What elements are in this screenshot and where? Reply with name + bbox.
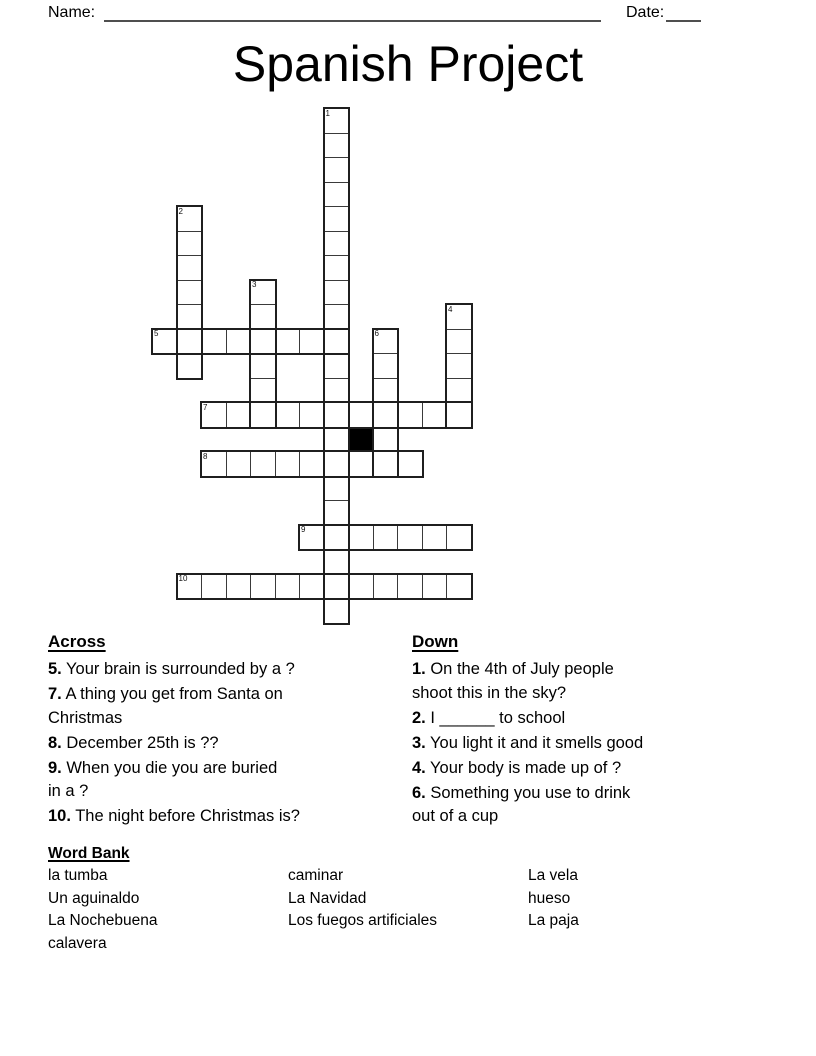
grid-clue-number: 4 — [448, 304, 453, 314]
clue-across-9: 9. When you die you are buried in a ? — [48, 758, 278, 800]
grid-clue-number: 7 — [203, 402, 208, 412]
grid-clue-number: 3 — [252, 280, 257, 289]
crossword-cell[interactable] — [299, 329, 325, 355]
grid-clue-number: 1 — [325, 108, 330, 118]
crossword-cell[interactable] — [324, 500, 350, 526]
clue-across-10: 10. The night before Christmas is? — [48, 807, 300, 825]
crossword-cell[interactable] — [177, 304, 203, 330]
clue-number: 8. — [48, 733, 62, 752]
crossword-cell[interactable] — [324, 133, 350, 159]
clue-down-4: 4. Your body is made up of ? — [412, 758, 622, 777]
crossword-cell[interactable] — [250, 329, 276, 355]
crossword-cell[interactable] — [446, 402, 472, 428]
crossword-cell[interactable] — [324, 598, 350, 624]
crossword-cell[interactable] — [397, 402, 423, 428]
crossword-cell[interactable] — [177, 353, 203, 379]
word-bank-item: La paja — [528, 912, 579, 930]
clue-number: 9. — [48, 758, 62, 777]
crossword-cell[interactable] — [446, 525, 472, 551]
clue-across-8: 8. December 25th is ?? — [48, 733, 219, 752]
crossword-cell[interactable] — [226, 574, 252, 600]
clue-number: 6. — [412, 783, 426, 802]
crossword-cell[interactable] — [177, 329, 203, 355]
crossword-cell[interactable] — [275, 329, 301, 355]
crossword-cell[interactable] — [324, 427, 350, 453]
crossword-cell[interactable] — [201, 574, 227, 600]
crossword-cell[interactable] — [250, 574, 276, 600]
across-heading: Across — [48, 632, 106, 651]
crossword-cell[interactable] — [397, 525, 423, 551]
crossword-cell[interactable] — [177, 280, 203, 306]
crossword-cell[interactable] — [324, 206, 350, 232]
date-label: Date: — [626, 4, 665, 21]
crossword-cell[interactable] — [348, 402, 374, 428]
word-bank-item: hueso — [528, 889, 571, 907]
crossword-cell[interactable] — [299, 574, 325, 600]
down-clues-section — [412, 631, 778, 830]
word-bank-item: Los fuegos artificiales — [288, 912, 438, 930]
crossword-cell[interactable] — [275, 451, 301, 477]
crossword-cell[interactable] — [324, 255, 350, 281]
crossword-cell[interactable] — [348, 525, 374, 551]
word-bank-item: calavera — [48, 935, 107, 953]
across-clues-section — [48, 631, 404, 830]
crossword-cell[interactable] — [250, 378, 276, 404]
crossword-cell[interactable] — [250, 304, 276, 330]
clue-down-3: 3. You light it and it smells good — [412, 733, 644, 752]
crossword-cell[interactable] — [422, 525, 448, 551]
crossword-black-cell — [348, 427, 374, 453]
crossword-cell[interactable] — [348, 574, 374, 600]
crossword-cell[interactable] — [324, 329, 350, 355]
word-bank-item: Un aguinaldo — [48, 889, 140, 907]
clue-number: 10. — [48, 807, 71, 825]
crossword-cell[interactable] — [373, 353, 399, 379]
crossword-cell[interactable] — [275, 574, 301, 600]
grid-clue-number: 8 — [203, 451, 208, 461]
clue-down-2: 2. I ______ to school — [412, 708, 566, 727]
crossword-cell[interactable] — [324, 476, 350, 502]
word-bank-item: La Nochebuena — [48, 912, 158, 930]
clue-number: 3. — [412, 733, 426, 752]
grid-clue-number: 10 — [178, 574, 188, 583]
date-input-line[interactable] — [666, 0, 701, 22]
crossword-cell[interactable] — [324, 549, 350, 575]
crossword-cell[interactable] — [446, 378, 472, 404]
crossword-cell[interactable] — [348, 451, 374, 477]
crossword-cell[interactable] — [373, 378, 399, 404]
crossword-cell[interactable] — [373, 451, 399, 477]
crossword-cell[interactable] — [324, 574, 350, 600]
clue-number: 5. — [48, 660, 62, 678]
page-title: Spanish Project — [232, 36, 584, 92]
down-heading: Down — [412, 632, 459, 651]
crossword-cell[interactable] — [226, 402, 252, 428]
crossword-cell[interactable] — [250, 402, 276, 428]
crossword-cell[interactable] — [177, 231, 203, 257]
grid-clue-number: 2 — [178, 206, 183, 216]
grid-clue-number: 9 — [301, 525, 306, 534]
crossword-cell[interactable] — [324, 402, 350, 428]
crossword-cell[interactable] — [324, 280, 350, 306]
crossword-cell[interactable] — [324, 304, 350, 330]
crossword-cell[interactable] — [324, 231, 350, 257]
clue-number: 4. — [412, 758, 426, 777]
clue-number: 7. — [48, 685, 62, 703]
crossword-cell[interactable] — [324, 353, 350, 379]
clue-across-5: 5. Your brain is surrounded by a ? — [48, 660, 295, 678]
crossword-cell[interactable] — [422, 402, 448, 428]
crossword-cell[interactable] — [373, 574, 399, 600]
crossword-cell[interactable] — [226, 451, 252, 477]
clue-number: 1. — [412, 660, 426, 678]
grid-clue-number: 5 — [154, 329, 159, 338]
crossword-cell[interactable] — [397, 574, 423, 600]
crossword-cell[interactable] — [250, 451, 276, 477]
word-bank-item: la tumba — [48, 867, 108, 884]
crossword-cell[interactable] — [324, 451, 350, 477]
clue-number: 2. — [412, 708, 426, 727]
crossword-cell[interactable] — [201, 329, 227, 355]
word-bank-heading: Word Bank — [48, 845, 130, 862]
crossword-cell[interactable] — [397, 451, 423, 477]
word-bank-col-3 — [528, 865, 579, 933]
word-bank-col-1 — [48, 865, 157, 956]
crossword-cell[interactable] — [250, 353, 276, 379]
word-bank-col-2 — [288, 865, 437, 933]
clue-across-7: 7. A thing you get from Santa on Christmas — [48, 685, 283, 727]
crossword-cell[interactable] — [422, 574, 448, 600]
crossword-cell[interactable] — [299, 402, 325, 428]
word-bank-item: La vela — [528, 867, 578, 884]
crossword-cell[interactable] — [226, 329, 252, 355]
crossword-cell[interactable] — [446, 353, 472, 379]
across-clue-list — [48, 658, 404, 829]
word-bank-item: caminar — [288, 867, 344, 884]
crossword-cell[interactable] — [275, 402, 301, 428]
crossword-cell[interactable] — [373, 402, 399, 428]
crossword-cell[interactable] — [324, 378, 350, 404]
crossword-cell[interactable] — [324, 525, 350, 551]
crossword-cell[interactable] — [299, 451, 325, 477]
crossword-cell[interactable] — [177, 255, 203, 281]
name-input-line[interactable] — [104, 0, 601, 22]
clue-down-1: 1. On the 4th of July people shoot this in the sky? — [412, 660, 614, 702]
name-label: Name: — [48, 4, 96, 21]
word-bank-item: La Navidad — [288, 889, 367, 907]
crossword-cell[interactable] — [446, 329, 472, 355]
grid-clue-number: 6 — [374, 329, 379, 338]
crossword-cell[interactable] — [324, 157, 350, 183]
clue-down-6: 6. Something you use to drink out of a cup — [412, 783, 631, 825]
crossword-cell[interactable] — [373, 525, 399, 551]
crossword-cell[interactable] — [324, 182, 350, 208]
crossword-cell[interactable] — [373, 427, 399, 453]
crossword-cell[interactable] — [446, 574, 472, 600]
down-clue-list — [412, 658, 778, 829]
